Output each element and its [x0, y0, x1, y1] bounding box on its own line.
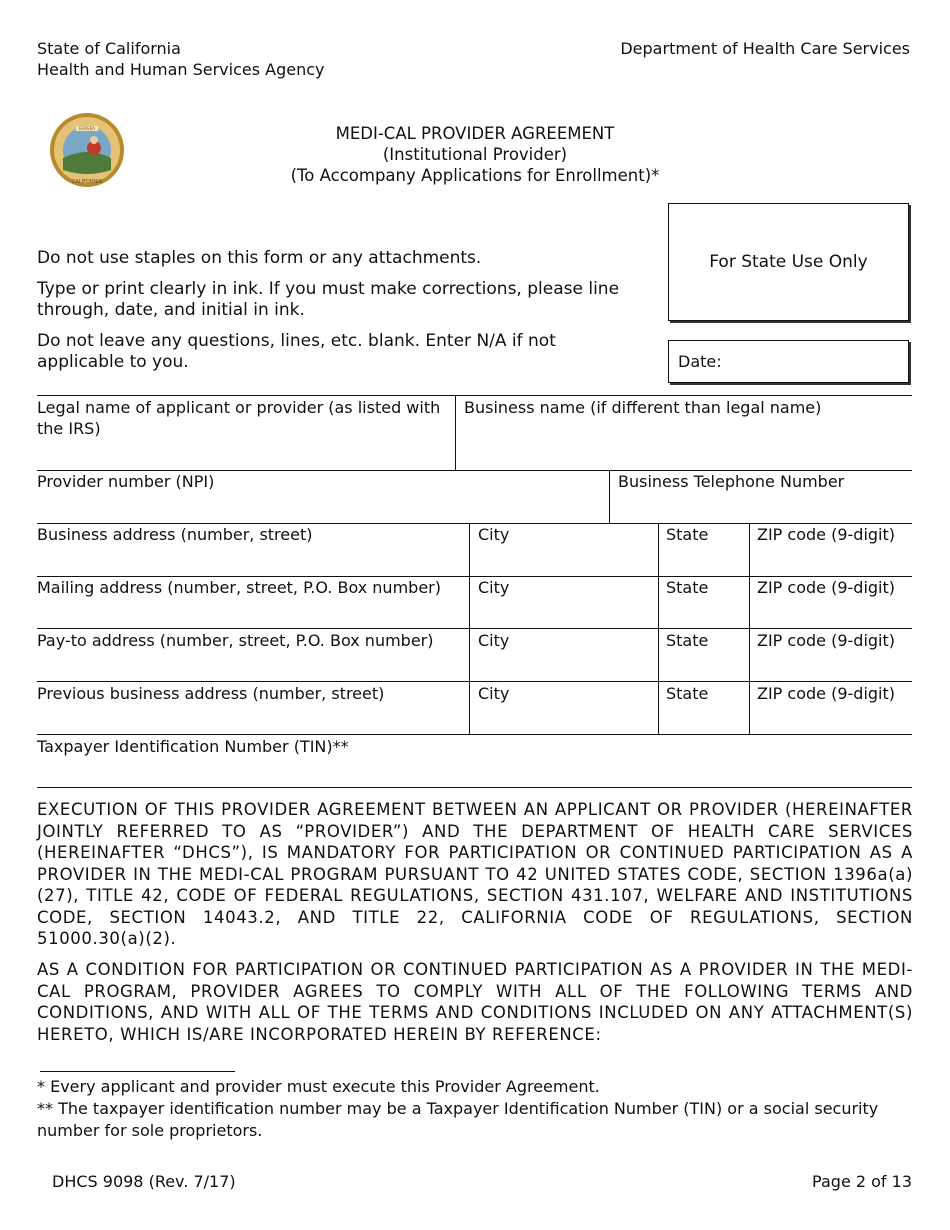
- mailing-zip-field[interactable]: ZIP code (9-digit): [757, 578, 895, 597]
- grid-divider: [469, 523, 470, 734]
- state-use-label: For State Use Only: [709, 252, 868, 272]
- date-label: Date:: [678, 352, 722, 371]
- instruction-staples: Do not use staples on this form or any attachments.: [37, 248, 482, 268]
- state-name: State of California: [37, 39, 181, 58]
- footnote-1: * Every applicant and provider must execute this Provider Agreement.: [37, 1077, 600, 1096]
- instruction-ink: Type or print clearly in ink. If you must make corrections, please line through, date, and initial in ink.: [37, 279, 620, 320]
- form-title: [0, 123, 950, 186]
- business-state-field[interactable]: State: [666, 525, 709, 544]
- state-use-date-box: [668, 340, 909, 383]
- agreement-paragraph-2: AS A CONDITION FOR PARTICIPATION OR CONTINUED PARTICIPATION AS A PROVIDER IN THE MEDI-CAL PROGRAM, PROVIDER AGREES TO COMPLY WITH ALL OF THE FOLLOWING TERMS AND CONDITIONS, AND WITH ALL OF THE TERMS AND CONDITIONS INCLUDED ON ANY ATTACHMENT(S) HERETO, WHICH IS/ARE INCORPORATED HEREIN BY REFERENCE:: [37, 960, 913, 1044]
- grid-divider: [455, 395, 456, 470]
- agency-name: Health and Human Services Agency: [37, 60, 325, 79]
- business-zip-field[interactable]: ZIP code (9-digit): [757, 525, 895, 544]
- mailing-city-field[interactable]: City: [478, 578, 510, 597]
- form-id: DHCS 9098 (Rev. 7/17): [52, 1172, 236, 1191]
- grid-line: [37, 628, 912, 629]
- footnote-divider: [40, 1071, 235, 1072]
- title-line1: MEDI-CAL PROVIDER AGREEMENT: [335, 124, 615, 143]
- title-line3: (To Accompany Applications for Enrollment)*: [290, 166, 660, 185]
- agency-header: [37, 38, 325, 80]
- payto-city-field[interactable]: City: [478, 631, 510, 650]
- previous-city-field[interactable]: City: [478, 684, 510, 703]
- business-name-field[interactable]: Business name (if different than legal name): [464, 398, 822, 417]
- previous-state-field[interactable]: State: [666, 684, 709, 703]
- grid-line: [37, 681, 912, 682]
- state-use-box: [668, 203, 909, 321]
- grid-divider: [749, 523, 750, 734]
- footnote-2: ** The taxpayer identification number may be a Taxpayer Identification Number (TIN) or a social security number for sole proprietors.: [37, 1099, 879, 1140]
- provider-number-field[interactable]: Provider number (NPI): [37, 472, 215, 491]
- department-name: Department of Health Care Services: [620, 39, 910, 58]
- grid-line: [37, 734, 912, 735]
- mailing-state-field[interactable]: State: [666, 578, 709, 597]
- business-address-field[interactable]: Business address (number, street): [37, 525, 313, 544]
- payto-address-field[interactable]: Pay-to address (number, street, P.O. Box number): [37, 631, 434, 650]
- legal-name-field[interactable]: Legal name of applicant or provider (as listed with the IRS): [37, 398, 441, 438]
- grid-divider: [609, 470, 610, 523]
- business-phone-field[interactable]: Business Telephone Number: [618, 472, 845, 491]
- grid-line: [37, 787, 912, 788]
- grid-divider: [658, 523, 659, 734]
- seal-banner: EUREKA: [78, 126, 96, 131]
- payto-state-field[interactable]: State: [666, 631, 709, 650]
- tin-field[interactable]: Taxpayer Identification Number (TIN)**: [37, 737, 349, 756]
- previous-address-field[interactable]: Previous business address (number, street): [37, 684, 385, 703]
- instruction-blank: Do not leave any questions, lines, etc. blank. Enter N/A if not applicable to you.: [37, 331, 556, 372]
- payto-zip-field[interactable]: ZIP code (9-digit): [757, 631, 895, 650]
- page-number: Page 2 of 13: [812, 1172, 912, 1191]
- seal-bottom-text: CALIFORNIA: [71, 179, 103, 185]
- agreement-paragraph-1: EXECUTION OF THIS PROVIDER AGREEMENT BETWEEN AN APPLICANT OR PROVIDER (HEREINAFTER JOINTLY REFERRED TO AS “PROVIDER”) AND THE DEPARTMENT OF HEALTH CARE SERVICES (HEREINAFTER “DHCS”), IS MANDATORY FOR PARTICIPATION OR CONTINUED PARTICIPATION AS A PROVIDER IN THE MEDI-CAL PROGRAM PURSUANT TO 42 UNITED STATES CODE, SECTION 1396a(a)(27), TITLE 42, CODE OF FEDERAL REGULATIONS, SECTION 431.107, WELFARE AND INSTITUTIONS CODE, SECTION 14043.2, AND TITLE 22, CALIFORNIA CODE OF REGULATIONS, SECTION 51000.30(a)(2).: [37, 800, 913, 948]
- grid-line: [37, 395, 912, 396]
- previous-zip-field[interactable]: ZIP code (9-digit): [757, 684, 895, 703]
- title-line2: (Institutional Provider): [382, 145, 568, 164]
- business-city-field[interactable]: City: [478, 525, 510, 544]
- mailing-address-field[interactable]: Mailing address (number, street, P.O. Box number): [37, 578, 441, 597]
